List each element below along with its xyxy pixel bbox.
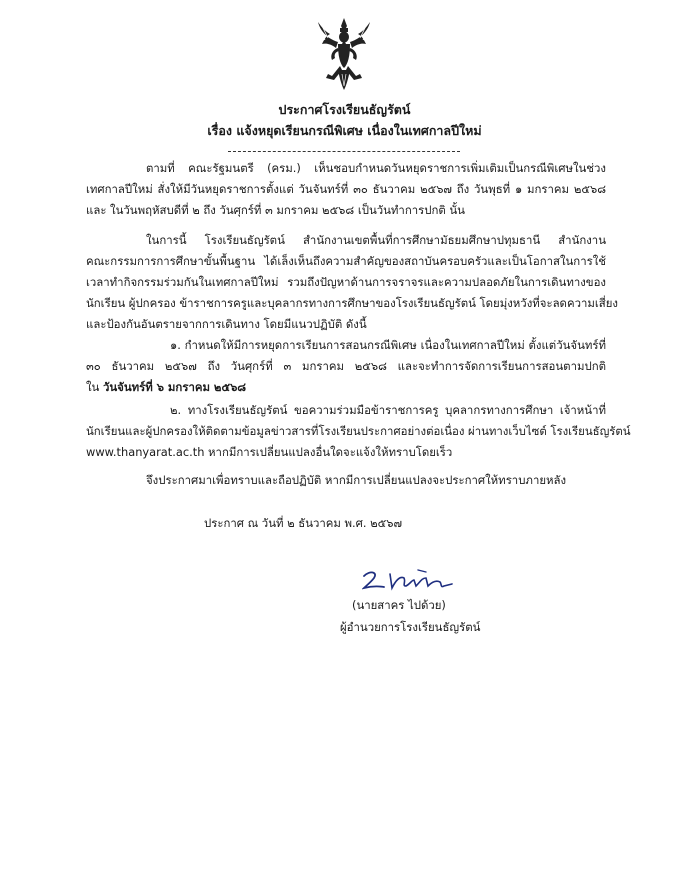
signer-name: (นายสาคร ไปด้วย) <box>352 598 446 612</box>
announcement-title: ประกาศโรงเรียนธัญรัตน์ <box>278 102 411 117</box>
closing-statement: จึงประกาศมาเพื่อทราบและถือปฏิบัติ หากมีการเปลี่ยนแปลงจะประกาศให้ทราบภายหลัง <box>146 473 567 487</box>
paragraph-2-line-4: นักเรียน ผู้ปกครอง ข้าราชการครูและบุคลากรทางการศึกษาของโรงเรียนธัญรัตน์ โดยมุ่งหวังที่จะลดความเสี่ยง <box>86 296 618 310</box>
paragraph-3-line-3 <box>86 379 606 395</box>
paragraph-4-line-3: www.thanyarat.ac.th หากมีการเปลี่ยนแปลงอื่นใดจะแจ้งให้ทราบโดยเร็ว <box>86 445 453 459</box>
paragraph-2-line-2: คณะกรรมการการศึกษาขั้นพื้นฐาน ได้เล็งเห็นถึงความสำคัญของสถาบันครอบครัวและเป็นโอกาสในการใช้ <box>86 254 606 268</box>
signer-title: ผู้อำนวยการโรงเรียนธัญรัตน์ <box>340 620 481 634</box>
announcement-date: ประกาศ ณ วันที่ ๒ ธันวาคม พ.ศ. ๒๕๖๗ <box>204 516 403 530</box>
paragraph-1-line-1: ตามที่ คณะรัฐมนตรี (ครม.) เห็นชอบกำหนดวันหยุดราชการเพิ่มเติมเป็นกรณีพิเศษในช่วง <box>146 161 606 175</box>
resume-date: วันจันทร์ที่ ๖ มกราคม ๒๕๖๘ <box>102 380 247 394</box>
paragraph-4-line-1: ๒. ทางโรงเรียนธัญรัตน์ ขอความร่วมมือข้าราชการครู บุคลากรทางการศึกษา เจ้าหน้าที่ <box>170 403 606 417</box>
paragraph-2-line-1: ในการนี้ โรงเรียนธัญรัตน์ สำนักงานเขตพื้นที่การศึกษามัธยมศึกษาปทุมธานี สำนักงาน <box>146 233 606 247</box>
paragraph-1-line-3: และ ในวันพฤหัสบดีที่ ๒ ถึง วันศุกร์ที่ ๓ มกราคม ๒๕๖๘ เป็นวันทำการปกติ นั้น <box>86 203 465 217</box>
paragraph-3-prefix: ใน <box>86 380 103 394</box>
paragraph-2-line-5: และป้องกันอันตรายจากการเดินทาง โดยมีแนวปฏิบัติ ดังนี้ <box>86 317 367 331</box>
paragraph-3-line-2: ๓๐ ธันวาคม ๒๕๖๗ ถึง วันศุกร์ที่ ๓ มกราคม ๒๕๖๘ และจะทำการจัดการเรียนการสอนตามปกติ <box>86 359 606 373</box>
paragraph-2-line-3: เวลาทำกิจกรรมร่วมกันในเทศกาลปีใหม่ รวมถึงปัญหาด้านการจราจรและความปลอดภัยในการเดินทางของ <box>86 275 606 289</box>
paragraph-4-line-2: นักเรียนและผู้ปกครองให้ติดตามข้อมูลข่าวสารที่โรงเรียนประกาศอย่างต่อเนื่อง ผ่านทางเว็บไซต์ โรงเรียนธัญรัตน์ <box>86 424 631 438</box>
garuda-emblem-icon <box>316 16 372 92</box>
title-divider <box>228 151 460 152</box>
announcement-subject: เรื่อง แจ้งหยุดเรียนกรณีพิเศษ เนื่องในเทศกาลปีใหม่ <box>207 123 482 138</box>
paragraph-1-line-2: เทศกาลปีใหม่ สั่งให้มีวันหยุดราชการตั้งแต่ วันจันทร์ที่ ๓๐ ธันวาคม ๒๕๖๗ ถึง วันพุธที่ ๑ มกราคม ๒๕๖๘ <box>86 182 606 196</box>
paragraph-3-line-1: ๑. กำหนดให้มีการหยุดการเรียนการสอนกรณีพิเศษ เนื่องในเทศกาลปีใหม่ ตั้งแต่วันจันทร์ที่ <box>170 338 606 352</box>
handwritten-signature-icon <box>362 568 454 594</box>
